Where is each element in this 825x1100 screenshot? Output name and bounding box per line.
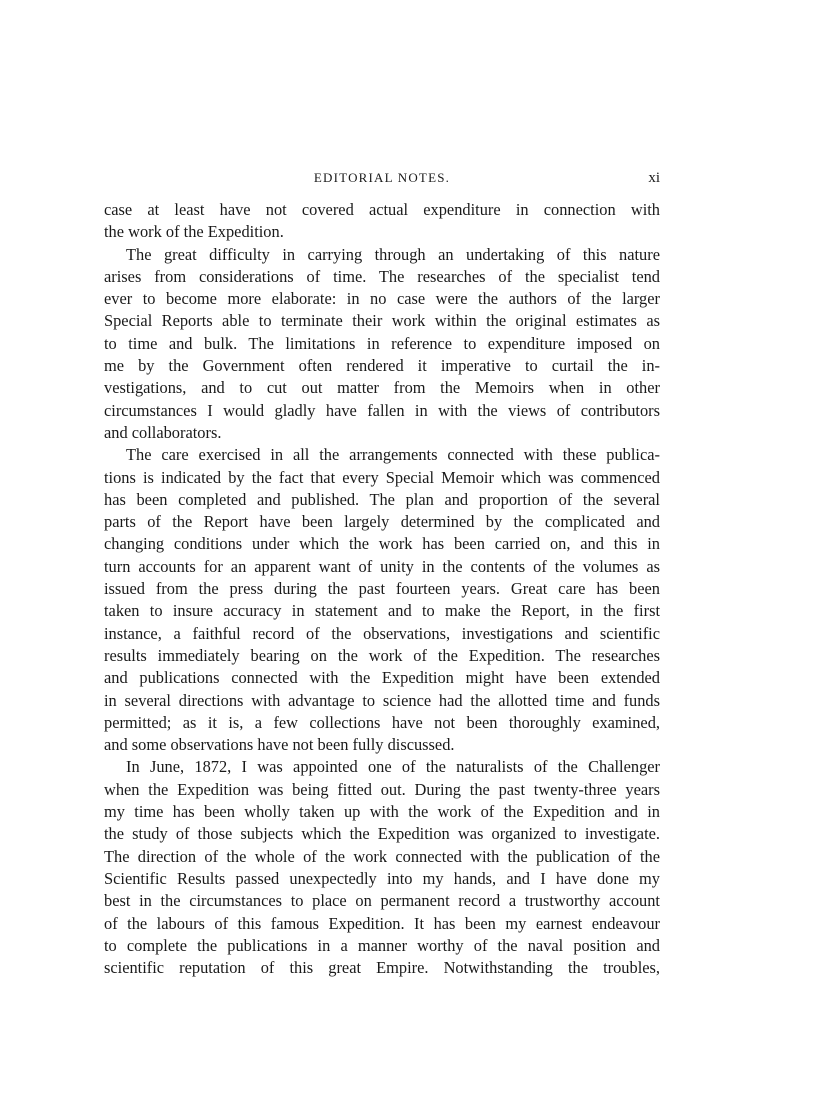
- text-line: when the Expedition was being fitted out. During the past twenty-three years: [104, 779, 660, 799]
- text-line: and collaborators.: [104, 422, 222, 442]
- text-line: case at least have not covered actual expenditure in connection with: [104, 200, 660, 219]
- text-line: turn accounts for an apparent want of unity in the contents of the volumes as: [104, 556, 660, 576]
- text-line: changing conditions under which the work has been carried on, and this in: [104, 534, 660, 554]
- text-line: instance, a faithful record of the observations, investigations and scientific: [104, 623, 660, 643]
- text-line: me by the Government often rendered it imperative to curtail the in-: [104, 356, 660, 376]
- text-line: and publications connected with the Expedition might have been extended: [104, 668, 660, 688]
- text-line: The care exercised in all the arrangements connected with these publica-: [126, 445, 660, 465]
- page-number: xi: [648, 170, 660, 186]
- text-line: In June, 1872, I was appointed one of the naturalists of the Challenger: [126, 757, 660, 777]
- running-head: [104, 168, 660, 188]
- text-line: the study of those subjects which the Expedition was organized to investigate.: [104, 824, 660, 844]
- paragraph: [104, 244, 660, 445]
- text-line: scientific reputation of this great Empire. Notwithstanding the troubles,: [104, 958, 660, 978]
- paragraph: [104, 756, 660, 979]
- text-line: vestigations, and to cut out matter from the Memoirs when in other: [104, 378, 660, 398]
- paragraph: [104, 199, 660, 244]
- body-text: [104, 199, 660, 979]
- text-line: Scientific Results passed unexpectedly into my hands, and I have done my: [104, 868, 660, 888]
- text-line: in several directions with advantage to science had the allotted time and funds: [104, 690, 660, 710]
- text-line: taken to insure accuracy in statement and to make the Report, in the first: [104, 601, 660, 621]
- text-line: results immediately bearing on the work of the Expedition. The researches: [104, 645, 660, 665]
- text-line: best in the circumstances to place on permanent record a trustworthy account: [104, 891, 660, 911]
- text-line: arises from considerations of time. The researches of the specialist tend: [104, 266, 660, 286]
- text-line: The direction of the whole of the work connected with the publication of the: [104, 846, 660, 866]
- text-line: the work of the Expedition.: [104, 222, 284, 242]
- text-line: The great difficulty in carrying through an undertaking of this nature: [126, 244, 660, 264]
- text-line: parts of the Report have been largely determined by the complicated and: [104, 512, 660, 532]
- text-line: my time has been wholly taken up with the work of the Expedition and in: [104, 802, 660, 822]
- text-line: to complete the publications in a manner worthy of the naval position and: [104, 935, 660, 955]
- running-title: EDITORIAL NOTES.: [313, 170, 451, 185]
- text-line: tions is indicated by the fact that every Special Memoir which was commenced: [104, 467, 660, 487]
- text-line: ever to become more elaborate: in no case were the authors of the larger: [104, 289, 660, 309]
- paragraph: [104, 444, 660, 756]
- text-line: has been completed and published. The plan and proportion of the several: [104, 489, 660, 509]
- text-line: permitted; as it is, a few collections have not been thoroughly examined,: [104, 712, 660, 732]
- text-line: to time and bulk. The limitations in reference to expenditure imposed on: [104, 333, 660, 353]
- text-line: of the labours of this famous Expedition. It has been my earnest endeavour: [104, 913, 660, 933]
- text-line: Special Reports able to terminate their work within the original estimates as: [104, 311, 660, 331]
- text-line: issued from the press during the past fourteen years. Great care has been: [104, 579, 660, 599]
- text-line: and some observations have not been fully discussed.: [104, 735, 455, 755]
- text-line: circumstances I would gladly have fallen in with the views of contributors: [104, 400, 660, 420]
